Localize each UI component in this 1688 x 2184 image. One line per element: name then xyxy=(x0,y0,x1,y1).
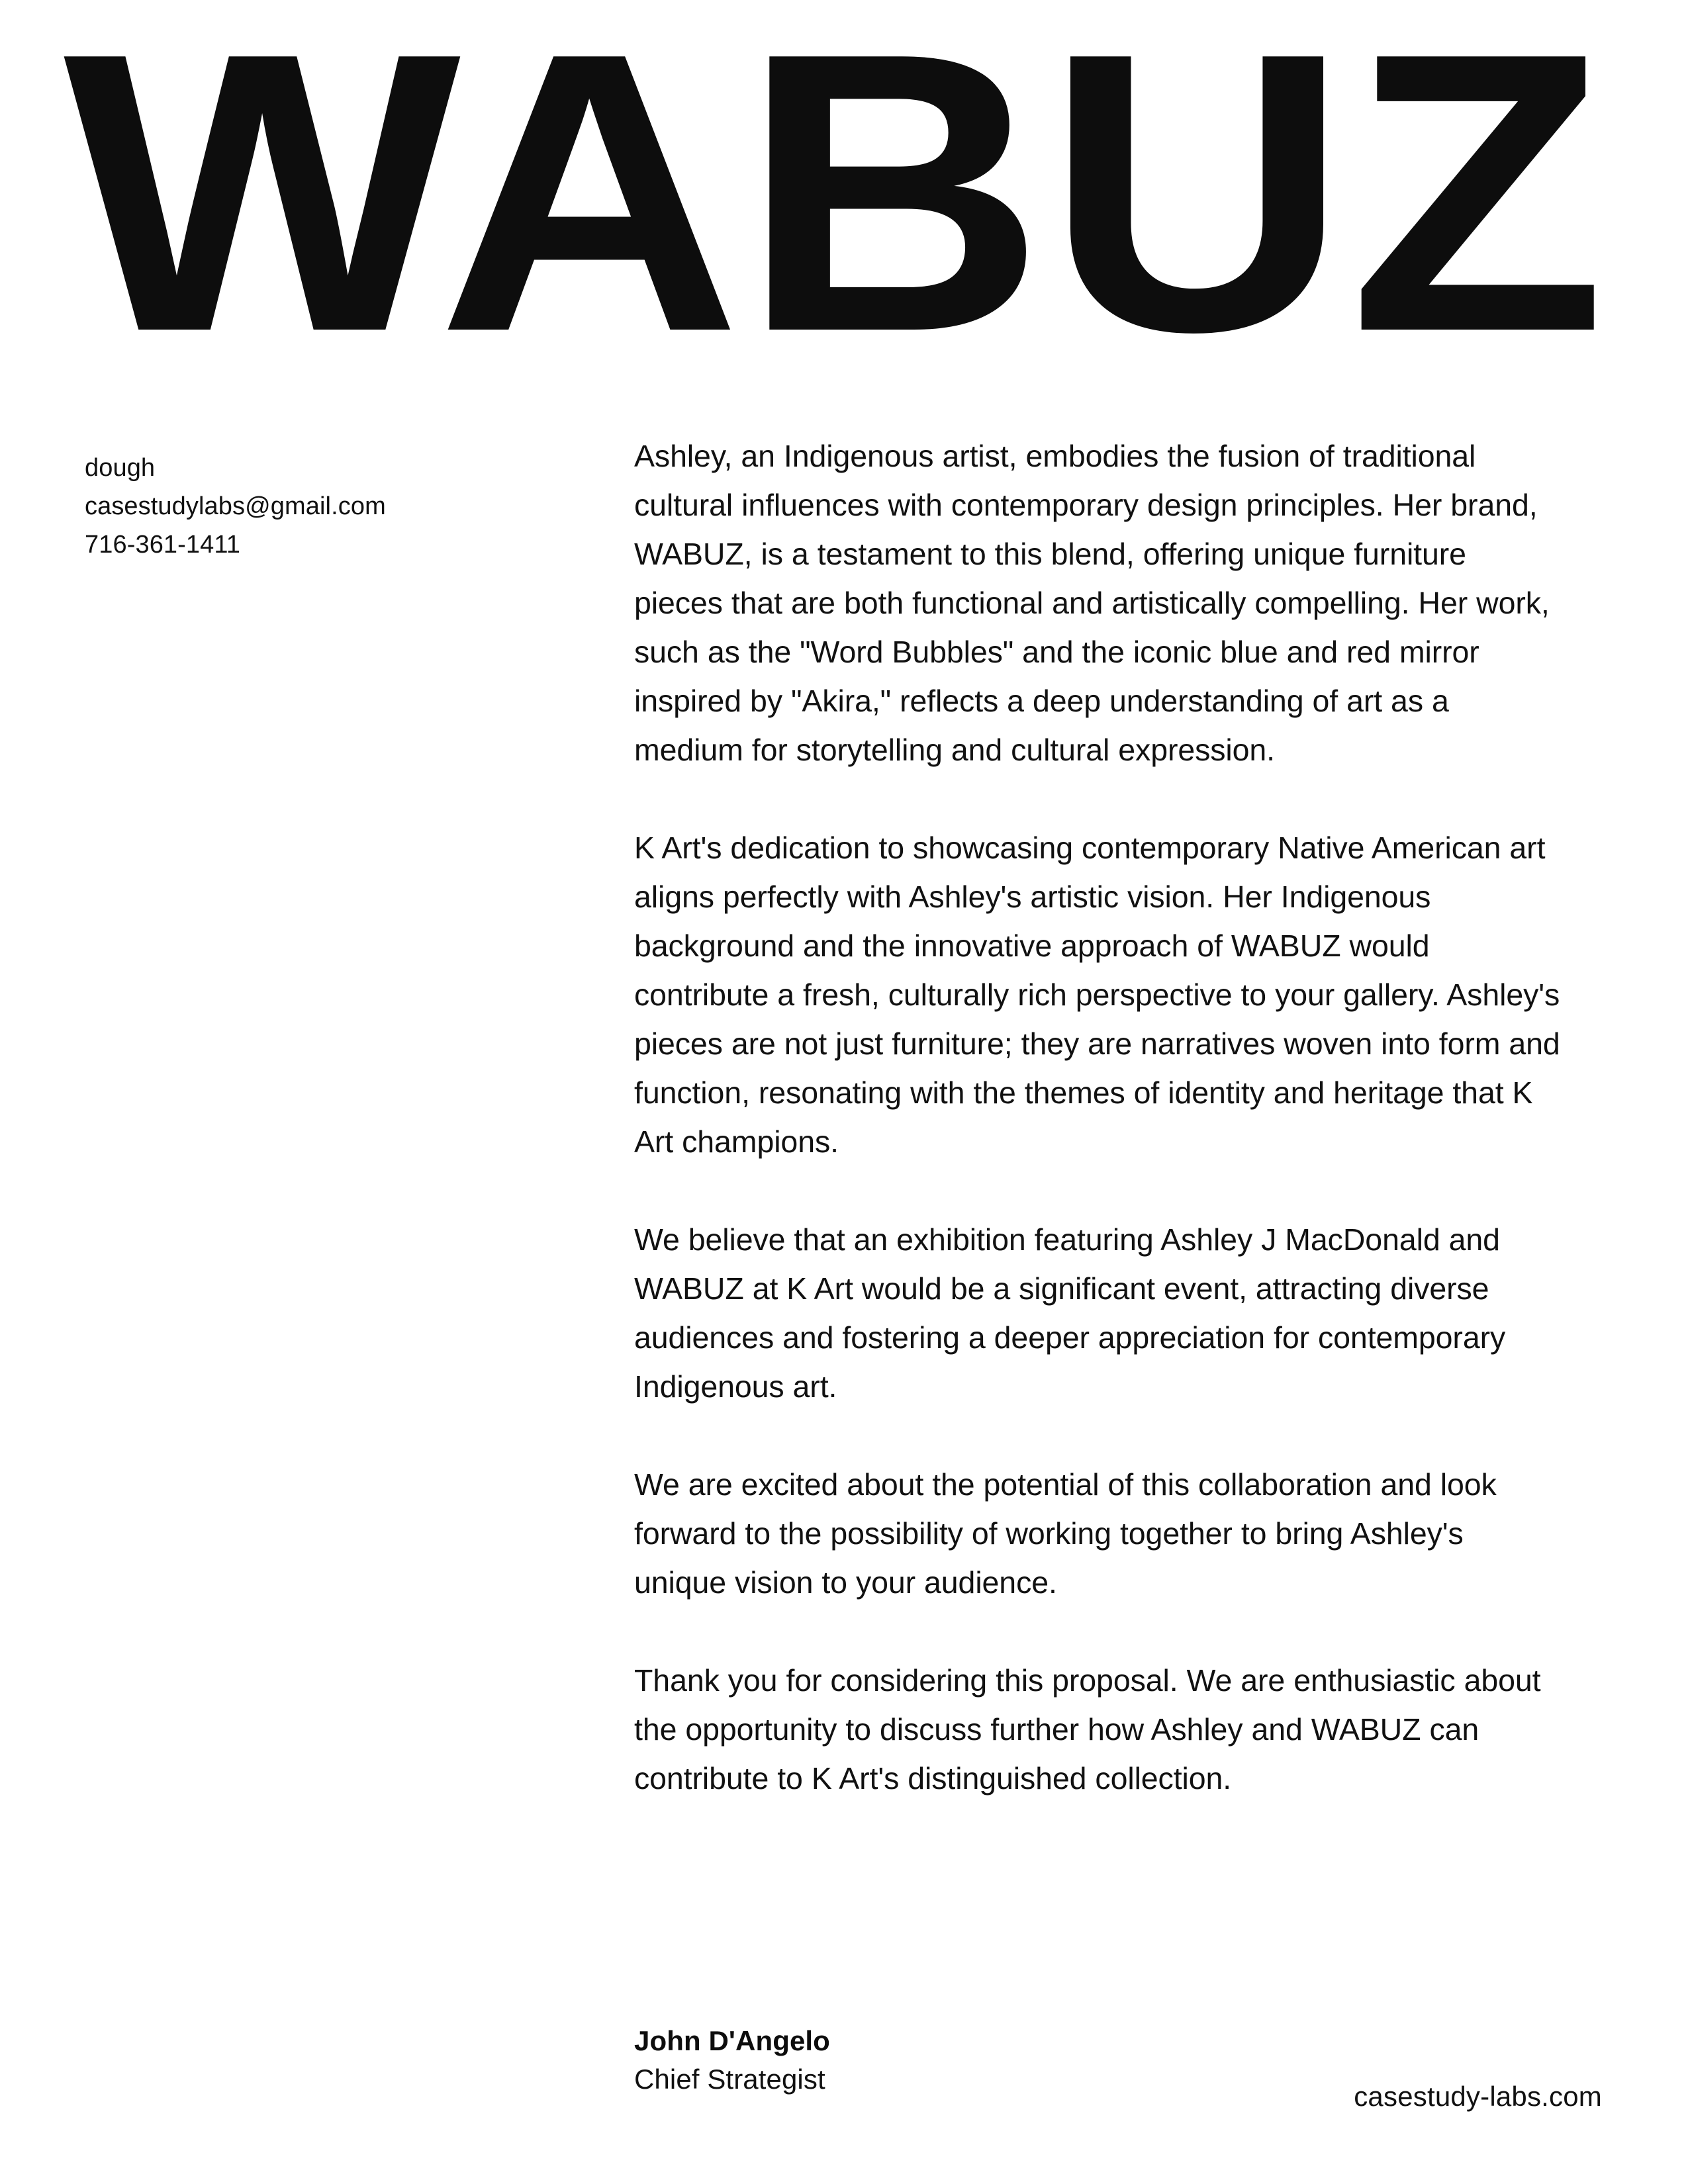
letter-paragraph-5: Thank you for considering this proposal. We are enthusiastic about the opportunity to discuss further how Ashley and WABUZ can contribute to K Art's distinguished collection. xyxy=(634,1663,1541,1796)
letter-paragraph-2: K Art's dedication to showcasing contemporary Native American art aligns perfectly with Ashley's artistic vision. Her Indigenous background and the innovative approach of WABUZ would contribute a fresh, culturally rich perspective to your gallery. Ashley's pieces are not just furniture; they are narratives woven into form and function, resonating with the themes of identity and heritage that K Art champions. xyxy=(634,831,1560,1159)
signature-name: John D'Angelo xyxy=(634,2025,830,2056)
letter-paragraph-1: Ashley, an Indigenous artist, embodies the fusion of traditional cultural influences with contemporary design principles. Her brand, WABUZ, is a testament to this blend, offering unique furniture pieces that are both functional and artistically compelling. Her work, such as the "Word Bubbles" and the iconic blue and red mirror inspired by "Akira," reflects a deep understanding of art as a medium for storytelling and cultural expression. xyxy=(634,439,1550,767)
brand-wordmark-text: WABUZ xyxy=(64,20,1606,351)
contact-phone[interactable]: 716-361-1411 xyxy=(85,531,241,559)
letter-paragraph-3: We believe that an exhibition featuring Ashley J MacDonald and WABUZ at K Art would be a significant event, attracting diverse audiences and fostering a deeper appreciation for contemporary Indigenous art. xyxy=(634,1222,1506,1404)
brand-wordmark xyxy=(64,20,1606,351)
letter-body xyxy=(634,432,1561,1803)
letter-paragraph-4: We are excited about the potential of this collaboration and look forward to the possibility of working together to bring Ashley's unique vision to your audience. xyxy=(634,1467,1497,1600)
contact-name: dough xyxy=(85,454,156,482)
page-footer xyxy=(0,2052,1688,2138)
contact-block xyxy=(85,449,575,564)
masthead xyxy=(0,0,1688,371)
contact-email[interactable]: casestudylabs@gmail.com xyxy=(85,492,386,520)
footer-website[interactable]: casestudy-labs.com xyxy=(1354,2081,1602,2112)
signature-role: Chief Strategist xyxy=(634,2064,825,2095)
